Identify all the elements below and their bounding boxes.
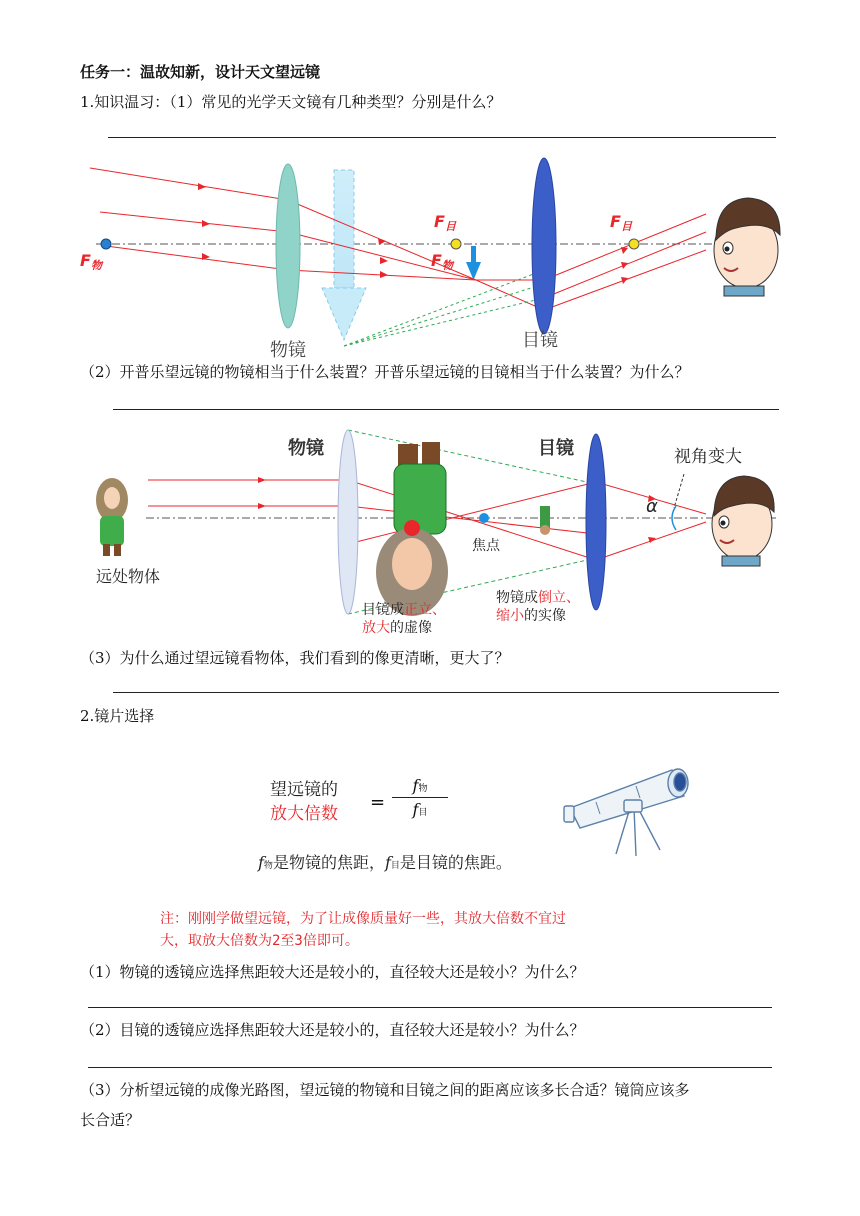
answer-line-3[interactable] (113, 692, 779, 693)
answer-line-5[interactable] (88, 1067, 772, 1068)
viewer-face-icon-2 (712, 476, 774, 566)
label-eyepiece: 目镜 (522, 330, 558, 351)
question-3-text: （3）为什么通过望远镜看物体，我们看到的像更清晰，更大了？ (80, 649, 510, 667)
numerator: f物 (412, 776, 428, 795)
angle-pointer (674, 474, 684, 508)
answer-line-1[interactable] (108, 137, 776, 138)
label-eyepiece-2: 目镜 (538, 438, 574, 459)
eyepiece-lens (532, 158, 556, 334)
objective-lens (276, 164, 300, 328)
focal-point-eyepiece-left (451, 239, 461, 249)
note-line-1: 注：刚刚学做望远镜，为了让成像质量好一些，其放大倍数不宜过 (160, 911, 566, 927)
alpha-label: α (646, 496, 658, 517)
label-f-objective-2: F物 (431, 251, 453, 272)
kepler-light-path-diagram (76, 150, 786, 362)
formula-fraction (392, 776, 448, 819)
answer-line-4[interactable] (88, 1007, 772, 1008)
label-real-image-1: 物镜成倒立、 (496, 590, 580, 606)
incident-rays (90, 168, 706, 310)
label-virtual-image-1: 目镜成正立、 (362, 602, 446, 618)
label-virtual-image-2: 放大的虚像 (362, 620, 432, 636)
label-objective-2: 物镜 (288, 438, 324, 459)
real-image-arrow (466, 246, 481, 280)
denominator: f目 (412, 800, 428, 819)
section1-question1 (80, 92, 501, 112)
label-f-eyepiece-2: F目 (610, 212, 632, 233)
label-f-objective: F物 (80, 251, 102, 272)
question-1-text: （1）常见的光学天文镜有几种类型？分别是什么？ (169, 93, 502, 111)
viewer-face-icon (714, 198, 780, 296)
large-virtual-image (376, 442, 448, 616)
ray-arrowheads (198, 183, 628, 284)
section1-heading: 1.知识温习： (80, 93, 170, 111)
telescope-icon (560, 762, 710, 862)
label-focus: 焦点 (472, 538, 500, 554)
small-inverted-image (540, 506, 550, 535)
object-arrow (322, 170, 366, 340)
focal-point-eyepiece-right (629, 239, 639, 249)
formula-description: f物是物镜的焦距，f目是目镜的焦距。 (258, 853, 512, 872)
virtual-image-lines (344, 270, 544, 346)
objective-lens-2 (338, 430, 358, 614)
formula-equals: = (370, 792, 386, 813)
focus-point (479, 513, 489, 523)
lens-question-1: （1）物镜的透镜应选择焦距较大还是较小的，直径较大还是较小？为什么？ (80, 963, 585, 981)
far-object-person-icon (96, 478, 128, 556)
label-objective: 物镜 (270, 340, 306, 361)
focal-point-objective-left (101, 239, 111, 249)
note-line-2: 大，取放大倍数为2至3倍即可。 (160, 933, 359, 949)
task-title: 任务一：温故知新，设计天文望远镜 (80, 63, 321, 81)
label-real-image-2: 缩小的实像 (496, 608, 566, 624)
lens-question-3a: （3）分析望远镜的成像光路图，望远镜的物镜和目镜之间的距离应该多长合适？镜筒应该多 (80, 1081, 690, 1099)
lens-question-3b: 长合适？ (80, 1111, 141, 1129)
section2-heading: 2.镜片选择 (80, 707, 155, 725)
formula-label (270, 778, 338, 826)
answer-line-2[interactable] (113, 409, 779, 410)
lens-question-2: （2）目镜的透镜应选择焦距较大还是较小的，直径较大还是较小？为什么？ (80, 1021, 585, 1039)
question-2-text: （2）开普乐望远镜的物镜相当于什么装置？开普乐望远镜的目镜相当于什么装置？为什么？ (80, 363, 690, 381)
label-f-eyepiece-1: F目 (434, 212, 456, 233)
formula-line-2: 放大倍数 (270, 804, 338, 824)
eyepiece-lens-2 (586, 434, 606, 610)
image-formation-diagram (86, 424, 786, 644)
label-angle-larger: 视角变大 (674, 447, 742, 467)
label-far-object: 远处物体 (96, 567, 161, 586)
fraction-bar (392, 797, 448, 798)
formula-line-1: 望远镜的 (270, 780, 338, 800)
note-box (160, 908, 566, 952)
